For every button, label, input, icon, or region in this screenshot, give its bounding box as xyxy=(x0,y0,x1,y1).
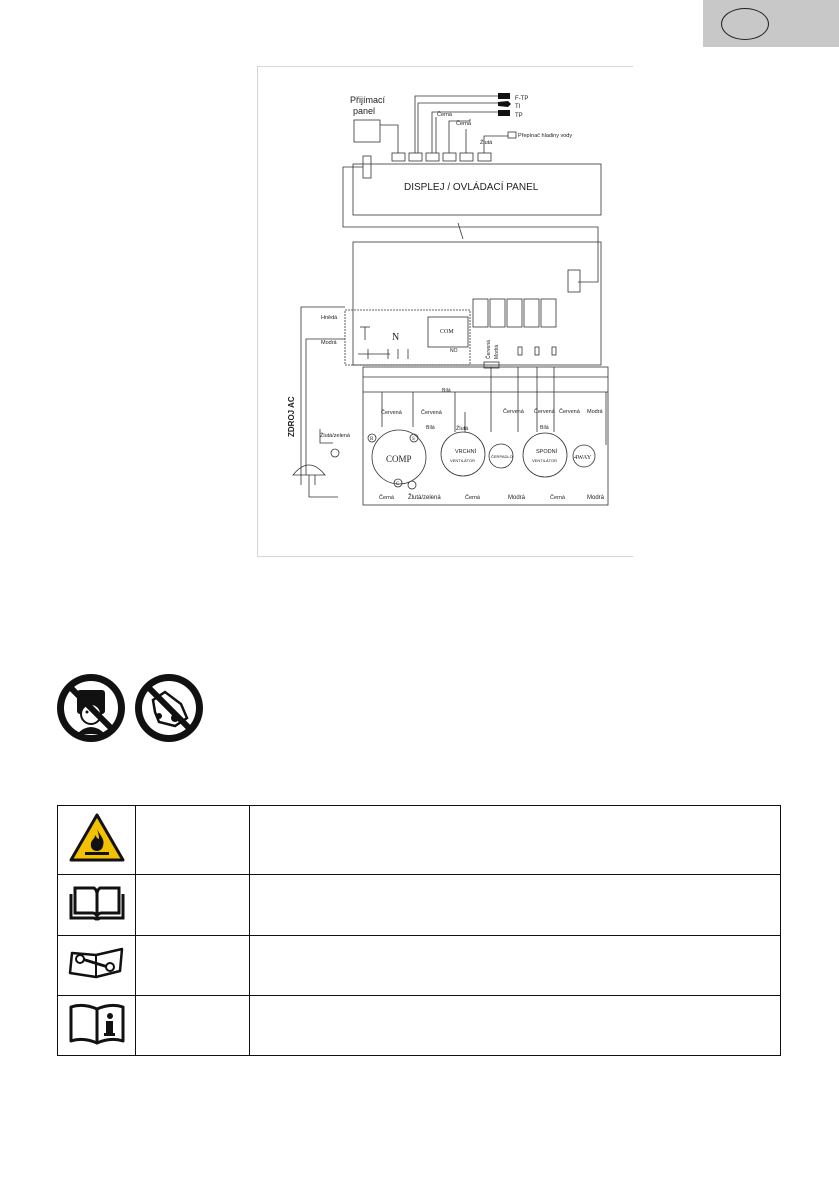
icon-cell xyxy=(58,875,136,936)
svg-text:Červená: Červená xyxy=(503,409,524,415)
svg-text:TI: TI xyxy=(515,104,521,110)
svg-text:Přepínač hladiny vody: Přepínač hladiny vody xyxy=(518,133,573,139)
svg-text:Červená: Červená xyxy=(486,340,492,359)
icon-cell xyxy=(58,806,136,875)
svg-text:Bílá: Bílá xyxy=(442,388,451,394)
symbol-label xyxy=(136,996,250,1056)
symbol-description xyxy=(250,936,781,996)
svg-text:Červená: Červená xyxy=(559,409,580,415)
svg-text:Bílá: Bílá xyxy=(426,425,435,431)
no-pet-icon xyxy=(135,674,203,742)
table-row xyxy=(58,875,781,936)
table-row xyxy=(58,936,781,996)
svg-text:ZDROJ AC: ZDROJ AC xyxy=(287,396,296,437)
table-row xyxy=(58,806,781,875)
svg-text:Modrá: Modrá xyxy=(494,344,500,359)
svg-text:SPODNÍ: SPODNÍ xyxy=(536,449,558,455)
svg-text:Modrá: Modrá xyxy=(587,495,605,501)
svg-text:COMP: COMP xyxy=(386,454,412,464)
svg-text:S: S xyxy=(412,437,415,442)
receiver-panel-box xyxy=(354,120,380,142)
symbol-description xyxy=(250,996,781,1056)
svg-text:C: C xyxy=(396,482,400,487)
svg-text:VENTILÁTOR: VENTILÁTOR xyxy=(450,458,476,463)
svg-text:panel: panel xyxy=(353,106,376,116)
svg-text:Modrá: Modrá xyxy=(321,340,337,346)
svg-text:DISPLEJ / OVLÁDACÍ PANEL: DISPLEJ / OVLÁDACÍ PANEL xyxy=(404,182,539,193)
svg-text:Červená: Červená xyxy=(421,410,442,416)
symbol-label xyxy=(136,875,250,936)
svg-text:Žlutá: Žlutá xyxy=(480,140,493,146)
svg-text:Černá: Černá xyxy=(550,495,565,501)
flammable-warning-icon xyxy=(68,812,126,864)
manual-book-icon xyxy=(67,884,127,922)
icon-cell xyxy=(58,936,136,996)
main-board-box xyxy=(353,242,601,365)
svg-text:Modrá: Modrá xyxy=(508,495,526,501)
svg-text:Černá: Černá xyxy=(465,495,480,501)
service-manual-icon xyxy=(68,945,126,981)
svg-text:4WAY: 4WAY xyxy=(574,454,592,461)
svg-text:Žlutá/zelená: Žlutá/zelená xyxy=(408,495,441,501)
svg-text:ČERPADLO: ČERPADLO xyxy=(491,454,513,459)
svg-text:Černá: Černá xyxy=(437,112,452,118)
svg-text:Přijímací: Přijímací xyxy=(350,95,386,105)
svg-text:Žlutá: Žlutá xyxy=(456,426,469,432)
svg-text:Modrá: Modrá xyxy=(587,409,603,415)
symbols-table xyxy=(57,805,781,1056)
symbol-description xyxy=(250,875,781,936)
symbol-description xyxy=(250,806,781,875)
svg-text:F-TP: F-TP xyxy=(515,96,529,102)
svg-text:Červená: Červená xyxy=(534,409,555,415)
warning-icons xyxy=(55,670,215,750)
svg-text:Černá: Černá xyxy=(379,495,394,501)
table-row xyxy=(58,996,781,1056)
icon-cell xyxy=(58,996,136,1056)
svg-text:Hnědá: Hnědá xyxy=(321,315,338,321)
svg-text:TP: TP xyxy=(515,113,523,119)
svg-text:NO: NO xyxy=(450,348,458,354)
language-badge xyxy=(721,8,769,40)
no-child-icon xyxy=(57,674,125,742)
svg-text:N: N xyxy=(392,332,400,343)
symbol-label xyxy=(136,806,250,875)
wiring-diagram xyxy=(257,66,633,557)
svg-text:VENTILÁTOR: VENTILÁTOR xyxy=(532,458,558,463)
svg-text:R: R xyxy=(370,437,374,442)
language-tab xyxy=(703,0,839,47)
svg-text:COM: COM xyxy=(440,329,454,335)
symbol-label xyxy=(136,936,250,996)
wiring-diagram-svg xyxy=(258,67,633,556)
info-manual-icon xyxy=(67,1001,127,1045)
svg-text:Bílá: Bílá xyxy=(540,425,549,431)
svg-text:Černá: Černá xyxy=(456,121,471,127)
svg-text:Žlutá/zelená: Žlutá/zelená xyxy=(320,433,350,439)
svg-text:Červená: Červená xyxy=(381,410,402,416)
svg-text:VRCHNÍ: VRCHNÍ xyxy=(455,449,477,455)
